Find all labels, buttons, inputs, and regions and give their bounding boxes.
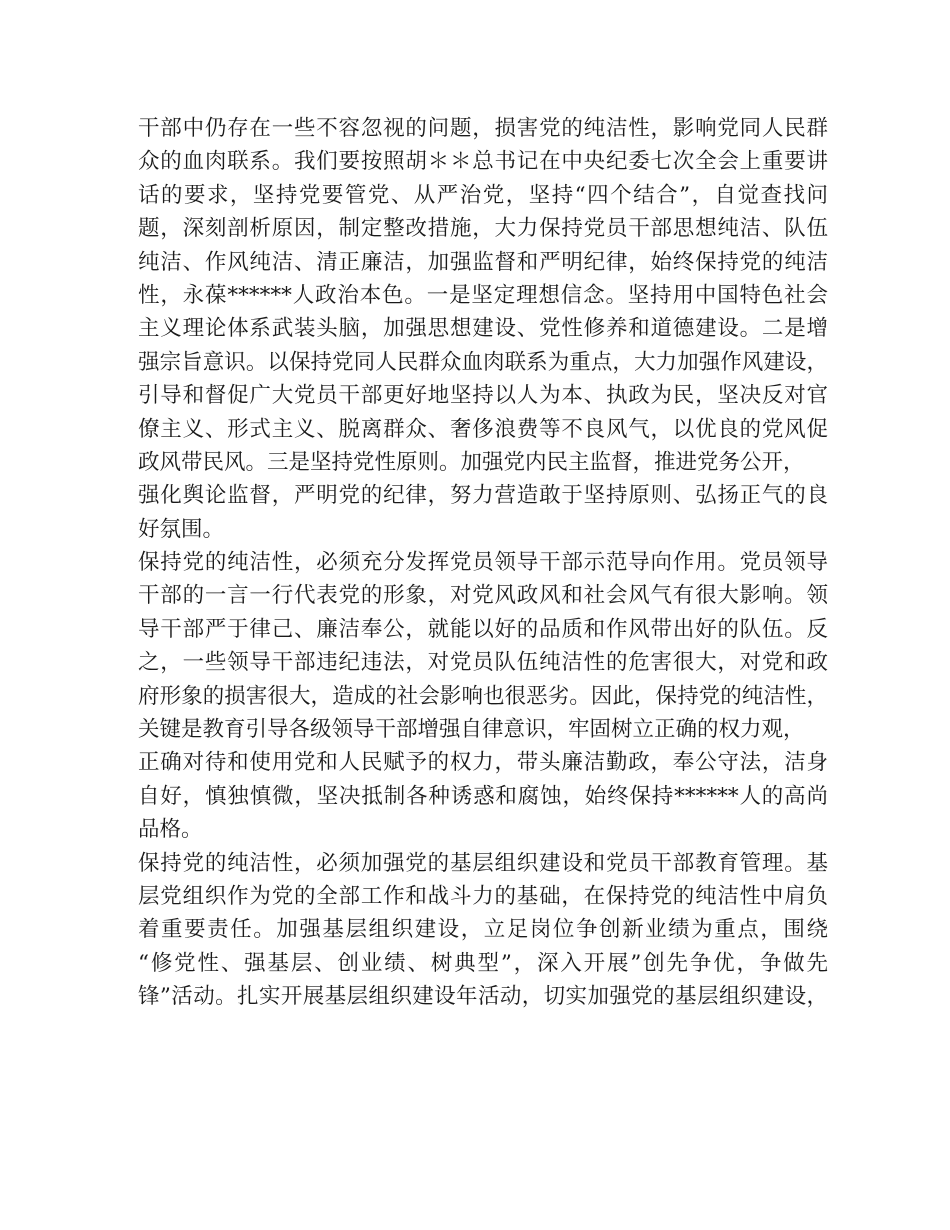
text-line: 正确对待和使用党和人民赋予的权力，带头廉洁勤政，奉公守法，洁身 xyxy=(138,750,828,776)
text-line: 众的血肉联系。我们要按照胡＊＊总书记在中央纪委七次全会上重要讲 xyxy=(138,149,828,175)
text-line: 保持党的纯洁性，必须充分发挥党员领导干部示范导向作用。党员领导 xyxy=(138,550,828,576)
text-line: 纯洁、作风纯洁、清正廉洁，加强监督和严明纪律，始终保持党的纯洁 xyxy=(138,249,828,275)
text-line: 强宗旨意识。以保持党同人民群众血肉联系为重点，大力加强作风建设， xyxy=(138,349,828,375)
text-line: 导干部严于律己、廉洁奉公，就能以好的品质和作风带出好的队伍。反 xyxy=(138,616,828,642)
text-line: 着重要责任。加强基层组织建设，立足岗位争创新业绩为重点，围绕 xyxy=(138,917,828,943)
text-line: 好氛围。 xyxy=(138,516,225,542)
text-line: 之，一些领导干部违纪违法，对党员队伍纯洁性的危害很大，对党和政 xyxy=(138,650,828,676)
text-line: 政风带民风。三是坚持党性原则。加强党内民主监督，推进党务公开， xyxy=(138,449,805,475)
text-line: 府形象的损害很大，造成的社会影响也很恶劣。因此，保持党的纯洁性， xyxy=(138,683,828,709)
text-line: 关键是教育引导各级领导干部增强自律意识，牢固树立正确的权力观， xyxy=(138,717,805,743)
text-line: 锋”活动。扎实开展基层组织建设年活动，切实加强党的基层组织建设， xyxy=(138,984,828,1010)
text-line: 自好，慎独慎微，坚决抵制各种诱惑和腐蚀，始终保持******人的高尚 xyxy=(138,783,828,809)
text-line: 性，永葆******人政治本色。一是坚定理想信念。坚持用中国特色社会 xyxy=(138,282,828,308)
document-body xyxy=(138,112,828,1014)
text-line: 主义理论体系武装头脑，加强思想建设、党性修养和道德建设。二是增 xyxy=(138,316,828,342)
text-line: 保持党的纯洁性，必须加强党的基层组织建设和党员干部教育管理。基 xyxy=(138,850,828,876)
text-line: 僚主义、形式主义、脱离群众、奢侈浪费等不良风气，以优良的党风促 xyxy=(138,416,828,442)
text-line: 干部的一言一行代表党的形象，对党风政风和社会风气有很大影响。领 xyxy=(138,583,828,609)
text-line: 题，深刻剖析原因，制定整改措施，大力保持党员干部思想纯洁、队伍 xyxy=(138,216,828,242)
text-line: 强化舆论监督，严明党的纪律，努力营造敢于坚持原则、弘扬正气的良 xyxy=(138,483,828,509)
text-line: “修党性、强基层、创业绩、树典型”，深入开展”创先争优，争做先 xyxy=(138,950,828,976)
text-line: 话的要求，坚持党要管党、从严治党，坚持“四个结合”，自觉查找问 xyxy=(138,182,828,208)
text-line: 层党组织作为党的全部工作和战斗力的基础，在保持党的纯洁性中肩负 xyxy=(138,883,828,909)
text-line: 干部中仍存在一些不容忽视的问题，损害党的纯洁性，影响党同人民群 xyxy=(138,116,828,141)
text-line: 品格。 xyxy=(138,817,203,843)
text-line: 引导和督促广大党员干部更好地坚持以人为本、执政为民，坚决反对官 xyxy=(138,383,828,409)
